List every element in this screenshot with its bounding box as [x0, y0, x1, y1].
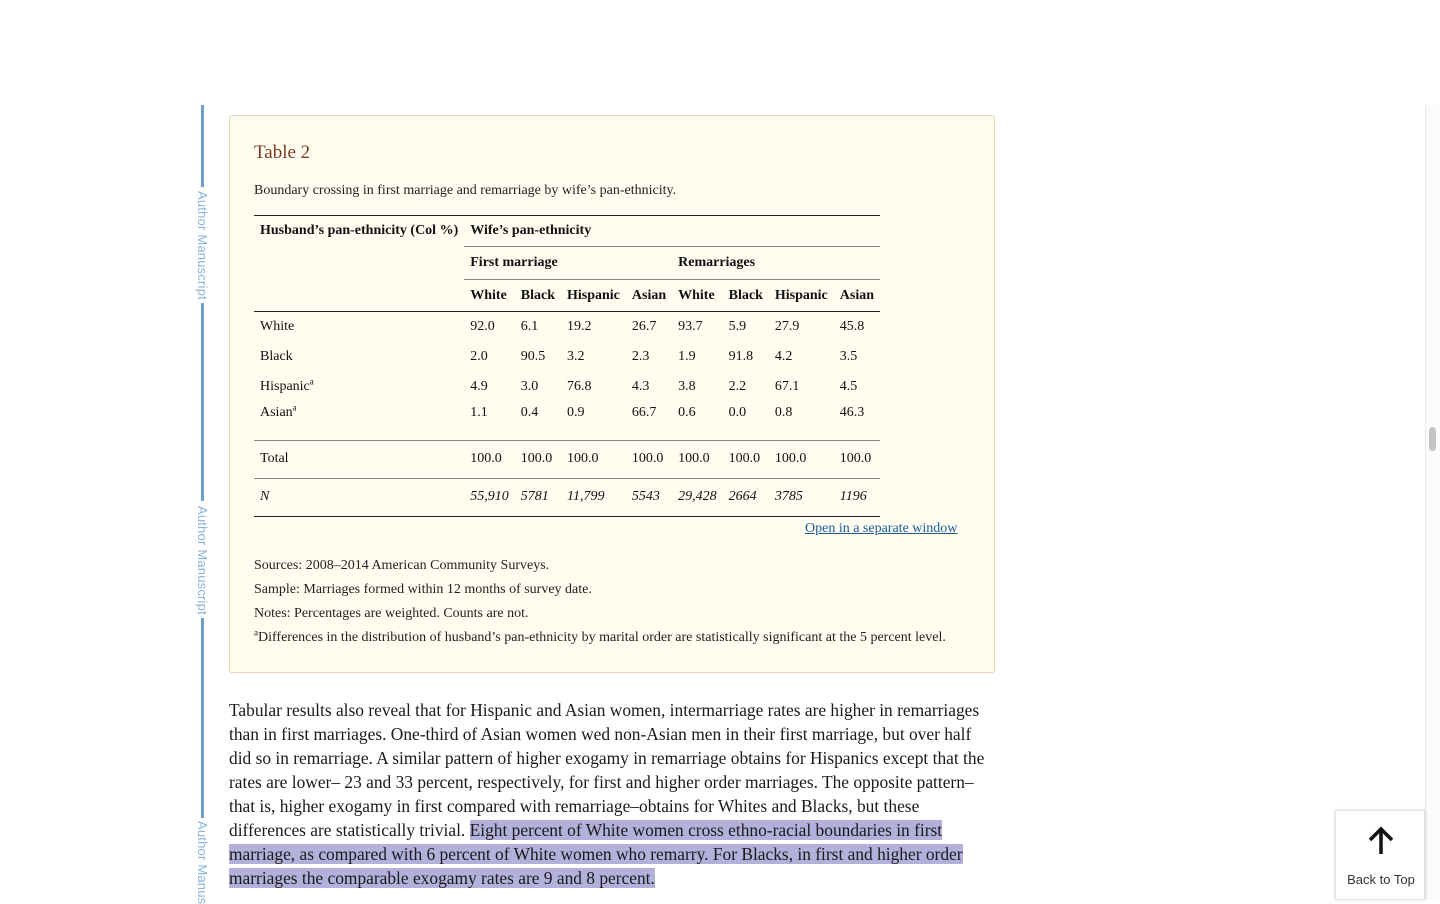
total-row — [254, 440, 880, 478]
footnote-marker: a — [309, 376, 314, 387]
table-cell: 100.0 — [626, 440, 672, 478]
table-cell: 0.4 — [520, 405, 539, 420]
table-cell: 3.5 — [839, 349, 858, 364]
column-header: Black — [520, 287, 555, 303]
table-cell: 100.0 — [723, 440, 769, 478]
table-row — [254, 372, 880, 402]
table-cell: 26.7 — [631, 319, 657, 334]
footnote-marker: a — [254, 627, 258, 638]
subgroup-first-marriage: First marriage — [464, 247, 672, 280]
rail-label: Author Manus — [195, 821, 210, 904]
table-cell: 100.0 — [834, 440, 880, 478]
table-row — [254, 312, 880, 343]
row-label-text: Hispanic — [260, 379, 310, 394]
header-empty — [254, 280, 464, 312]
column-header: Black — [728, 287, 763, 303]
table-container — [229, 115, 995, 673]
table-cell: 19.2 — [566, 319, 592, 334]
table-cell: 100.0 — [769, 440, 834, 478]
table-cell: 0.6 — [678, 405, 696, 420]
table-notes — [254, 557, 946, 653]
table-cell: 27.9 — [774, 319, 800, 334]
row-label — [254, 402, 464, 440]
table-cell: 100.0 — [561, 440, 626, 478]
column-header: Hispanic — [774, 287, 828, 303]
table-cell: 4.5 — [839, 379, 858, 394]
table-cell: 1.9 — [678, 349, 696, 364]
rail-line — [201, 618, 204, 818]
table-cell: 4.3 — [631, 379, 650, 394]
row-label — [254, 372, 464, 402]
footnote — [254, 629, 946, 653]
table-cell: 2664 — [728, 489, 757, 504]
table-cell: 5.9 — [728, 319, 747, 334]
table-cell: 3.0 — [520, 379, 539, 394]
table-cell: 45.8 — [839, 319, 865, 334]
table-cell: 2.0 — [470, 349, 488, 364]
row-label — [254, 342, 464, 372]
table-cell: 11,799 — [566, 489, 605, 504]
table-cell: 93.7 — [678, 319, 703, 334]
column-header: Hispanic — [566, 287, 620, 303]
back-to-top-button[interactable] — [1335, 810, 1425, 900]
table-cell: 5543 — [631, 489, 660, 504]
open-separate-window-link[interactable]: Open in a separate window — [805, 521, 958, 536]
table-cell: 3.2 — [566, 349, 585, 364]
table-cell: 100.0 — [464, 440, 515, 478]
table-cell: 76.8 — [566, 379, 592, 394]
table-cell: 0.0 — [728, 405, 747, 420]
table-cell: 3.8 — [678, 379, 696, 394]
column-header: Asian — [839, 287, 874, 303]
row-header-label: Husband’s pan-ethnicity (Col %) — [260, 223, 459, 239]
table-caption: Boundary crossing in first marriage and remarriage by wife’s pan-ethnicity. — [254, 183, 677, 198]
table-cell: 1.1 — [470, 405, 488, 420]
table-cell: 55,910 — [470, 489, 509, 504]
table-cell: 66.7 — [631, 405, 657, 420]
table-cell: 4.9 — [470, 379, 488, 394]
column-header: Asian — [631, 287, 667, 303]
col-group-label: Wife’s pan-ethnicity — [464, 216, 880, 247]
table-cell: 0.8 — [774, 405, 793, 420]
table-cell: 46.3 — [839, 405, 865, 420]
table-cell: 6.1 — [520, 319, 539, 334]
table-row — [254, 402, 880, 440]
table-cell: 4.2 — [774, 349, 793, 364]
table-cell: 100.0 — [515, 440, 561, 478]
rail-line — [201, 303, 204, 501]
table-cell: 29,428 — [678, 489, 717, 504]
paragraph-text: Tabular results also reveal that for Hispanic and Asian women, intermarriage rates are higher in remarriages than in first marriages. One-third of Asian women wed non-Asian men in their first marriage, but over half did so in remarriage. A similar pattern of higher exogamy in remarriage obtains for Hispanics except that the rates are lower– 23 and 33 percent, respectively, for first and higher order marriages. The opposite pattern–that is, higher exogamy in first compared with remarriage–obtains for Whites and Blacks, but these differences are statistically trivial. — [229, 700, 985, 840]
table-cell: 0.9 — [566, 405, 585, 420]
note-weights: Notes: Percentages are weighted. Counts are not. — [254, 606, 529, 621]
scrollbar-thumb[interactable] — [1429, 427, 1436, 451]
arrow-up-icon — [1366, 826, 1396, 856]
footnote-marker: a — [292, 402, 297, 413]
header-empty — [254, 247, 464, 280]
table-cell: 5781 — [520, 489, 549, 504]
rail-label: Author Manuscript — [195, 191, 210, 300]
subgroup-remarriages: Remarriages — [672, 247, 880, 280]
row-label: N — [260, 489, 270, 504]
row-label: Total — [254, 440, 464, 478]
footnote-text: Differences in the distribution of husband’s pan-ethnicity by marital order are statistically significant at the 5 percent level. — [258, 630, 946, 645]
table-title: Table 2 — [254, 142, 311, 163]
row-label-text: Asian — [260, 405, 293, 420]
highlighted-text: Eight percent of White women cross ethno-racial boundaries in first marriage, as compared with 6 percent of White women who remarry. For Blacks, in first and higher order marriages the comparable exogamy rates are 9 and 8 percent. — [229, 820, 963, 888]
column-header: White — [470, 287, 507, 303]
table-cell: 1196 — [839, 489, 867, 504]
row-label-text: White — [260, 319, 295, 334]
table-cell: 100.0 — [672, 440, 723, 478]
rail-line — [201, 105, 204, 187]
column-header: White — [678, 287, 715, 303]
note-sources: Sources: 2008–2014 American Community Surveys. — [254, 558, 550, 573]
back-to-top-label: Back to Top — [1347, 872, 1415, 887]
row-label-text: Black — [260, 349, 293, 364]
n-row — [254, 478, 880, 516]
row-label — [254, 312, 464, 343]
table-cell: 90.5 — [520, 349, 546, 364]
data-table — [254, 215, 880, 517]
table-row — [254, 342, 880, 372]
table-cell: 2.2 — [728, 379, 747, 394]
table-cell: 67.1 — [774, 379, 800, 394]
author-manuscript-rail — [194, 105, 210, 904]
table-cell: 2.3 — [631, 349, 650, 364]
table-cell: 92.0 — [470, 319, 495, 334]
table-cell: 3785 — [774, 489, 803, 504]
rail-label: Author Manuscript — [195, 506, 210, 615]
body-paragraph — [229, 698, 997, 890]
note-sample: Sample: Marriages formed within 12 months of survey date. — [254, 582, 592, 597]
table-cell: 91.8 — [728, 349, 754, 364]
scrollbar[interactable] — [1425, 105, 1440, 900]
